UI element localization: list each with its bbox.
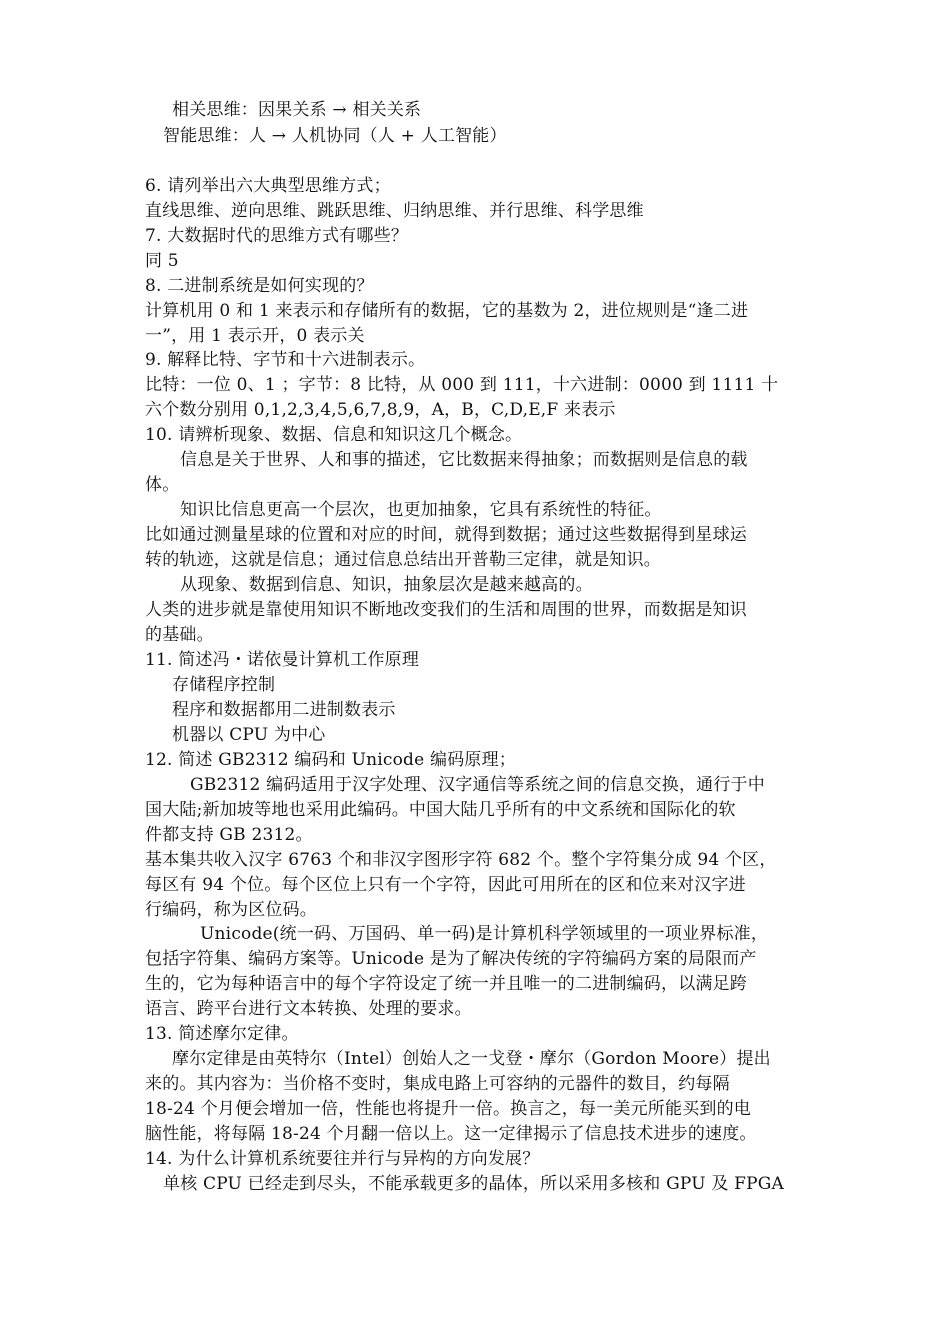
question-heading: 14. 为什么计算机系统要往并行与异构的方向发展？: [145, 1149, 540, 1169]
text-line: 的基础。: [145, 625, 214, 645]
text-line: 计算机用 0 和 1 来表示和存储所有的数据，它的基数为 2，进位规则是“逢二进: [145, 301, 749, 321]
text-line: 体。: [145, 475, 180, 495]
text-line: 存储程序控制: [172, 675, 276, 695]
question-heading: 6. 请列举出六大典型思维方式；: [145, 176, 391, 196]
text-line: 比特：一位 0、1 ；字节：8 比特，从 000 到 111，十六进制：0000 到 1111 十: [145, 375, 779, 395]
question-heading: 7. 大数据时代的思维方式有哪些？: [145, 226, 409, 246]
text-line: 基本集共收入汉字 6763 个和非汉字图形字符 682 个。整个字符集分成 94 个区，: [145, 850, 777, 870]
text-line: 转的轨迹，这就是信息；通过信息总结出开普勒三定律，就是知识。: [145, 550, 661, 570]
text-line: 机器以 CPU 为中心: [172, 725, 326, 745]
text-line: 每区有 94 个位。每个区位上只有一个字符，因此可用所在的区和位来对汉字进: [145, 875, 746, 895]
text-line: GB2312 编码适用于汉字处理、汉字通信等系统之间的信息交换，通行于中: [190, 775, 765, 795]
text-line: 18-24 个月便会增加一倍，性能也将提升一倍。换言之，每一美元所能买到的电: [145, 1099, 752, 1119]
text-line: 程序和数据都用二进制数表示: [172, 700, 396, 720]
text-line: 从现象、数据到信息、知识，抽象层次是越来越高的。: [180, 575, 593, 595]
text-line: Unicode(统一码、万国码、单一码)是计算机科学领域里的一项业界标准，: [200, 924, 769, 944]
text-line: 生的，它为每种语言中的每个字符设定了统一并且唯一的二进制编码，以满足跨: [145, 974, 747, 994]
text-line: 单核 CPU 已经走到尽头，不能承载更多的晶体，所以采用多核和 GPU 及 FPGA: [163, 1174, 785, 1194]
text-line: 摩尔定律是由英特尔（Intel）创始人之一戈登・摩尔（Gordon Moore）提出: [172, 1049, 771, 1069]
question-heading: 8. 二进制系统是如何实现的？: [145, 276, 374, 296]
text-line: 语言、跨平台进行文本转换、处理的要求。: [145, 999, 472, 1019]
question-heading: 11. 简述冯・诺依曼计算机工作原理: [145, 650, 420, 670]
question-heading: 13. 简述摩尔定律。: [145, 1024, 299, 1044]
text-line: 相关思维：因果关系 → 相关关系: [172, 100, 422, 120]
text-line: 包括字符集、编码方案等。Unicode 是为了解决传统的字符编码方案的局限而产: [145, 949, 757, 969]
text-line: 知识比信息更高一个层次，也更加抽象，它具有系统性的特征。: [180, 500, 662, 520]
text-line: 国大陆;新加坡等地也采用此编码。中国大陆几乎所有的中文系统和国际化的软: [145, 800, 736, 820]
text-line: 人类的进步就是靠使用知识不断地改变我们的生活和周围的世界，而数据是知识: [145, 600, 747, 620]
question-heading: 9. 解释比特、字节和十六进制表示。: [145, 350, 426, 370]
text-line: 来的。其内容为：当价格不变时，集成电路上可容纳的元器件的数目，约每隔: [145, 1074, 730, 1094]
text-line: 信息是关于世界、人和事的描述，它比数据来得抽象；而数据则是信息的载: [180, 450, 748, 470]
text-line: 一”，用 1 表示开，0 表示关: [145, 326, 365, 346]
text-line: 六个数分别用 0,1,2,3,4,5,6,7,8,9，A，B，C,D,E,F 来表示: [145, 400, 616, 420]
text-line: 同 5: [145, 251, 179, 271]
text-line: 脑性能，将每隔 18-24 个月翻一倍以上。这一定律揭示了信息技术进步的速度。: [145, 1124, 757, 1144]
question-heading: 10. 请辨析现象、数据、信息和知识这几个概念。: [145, 425, 523, 445]
text-line: 智能思维：人 → 人机协同（人 + 人工智能）: [163, 126, 507, 146]
text-line: 直线思维、逆向思维、跳跃思维、归纳思维、并行思维、科学思维: [145, 201, 644, 221]
text-line: 比如通过测量星球的位置和对应的时间，就得到数据；通过这些数据得到星球运: [145, 525, 747, 545]
question-heading: 12. 简述 GB2312 编码和 Unicode 编码原理；: [145, 750, 517, 770]
text-line: 行编码，称为区位码。: [145, 900, 317, 920]
text-line: 件都支持 GB 2312。: [145, 825, 313, 845]
